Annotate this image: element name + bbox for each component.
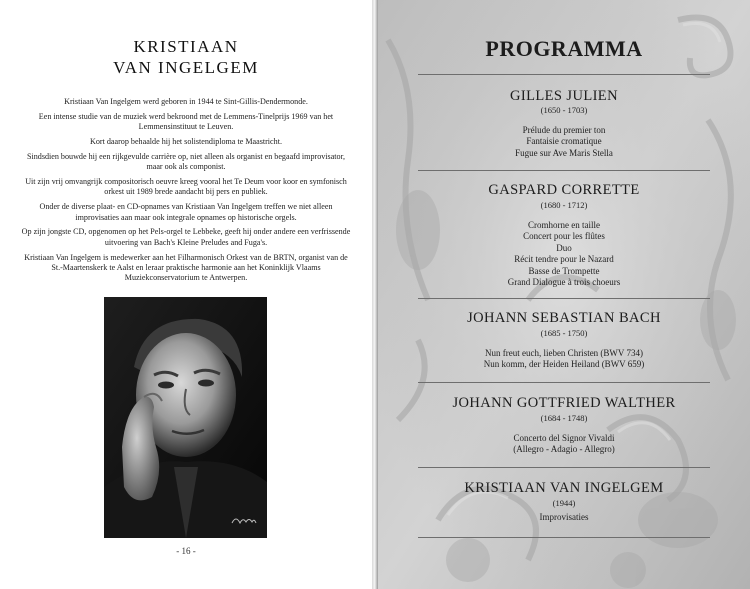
work-title: Duo xyxy=(556,242,572,253)
composer-dates: (1684 - 1748) xyxy=(540,413,588,423)
works-list xyxy=(378,125,750,159)
work-title: Concert pour les flûtes xyxy=(523,231,605,242)
work-title: Cromhorne en taille xyxy=(528,220,600,230)
works-list xyxy=(378,220,750,288)
work-title: Nun freut euch, lieben Christen (BWV 734) xyxy=(484,348,644,358)
divider-rule xyxy=(418,537,710,538)
composer-name: GASPARD CORRETTE xyxy=(488,182,640,198)
right-page xyxy=(378,0,750,589)
divider-rule xyxy=(418,74,710,75)
divider-rule xyxy=(418,467,710,468)
work-title: Nun komm, der Heiden Heiland (BWV 659) xyxy=(483,359,645,370)
divider-rule xyxy=(418,298,710,299)
work-title: Concerto del Signor Vivaldi xyxy=(513,433,615,443)
works-list xyxy=(378,512,750,523)
work-title: Fugue sur Ave Maris Stella xyxy=(515,147,613,158)
work-title: Fantaisie cromatique xyxy=(526,136,602,147)
work-title: Récit tendre pour le Nazard xyxy=(514,254,614,265)
composer-name: JOHANN SEBASTIAN BACH xyxy=(467,310,661,326)
composer-name: JOHANN GOTTFRIED WALTHER xyxy=(452,395,676,411)
bio-paragraph: Sindsdien bouwde hij een rijkgevulde carrière op, niet alleen als organist en begaafd improvisator, maar ook als componist. xyxy=(26,151,345,172)
bio-paragraph: Onder de diverse plaat- en CD-opnames van Kristiaan Van Ingelgem treffen we niet alleen improvisaties aan maar ook integrale opnames op historische orgels. xyxy=(39,202,333,222)
portrait-illustration xyxy=(104,297,267,538)
programme-title: PROGRAMMA xyxy=(485,36,643,61)
bio-title-line1: KRISTIAAN xyxy=(133,37,239,56)
bio-paragraph: Uit zijn vrij omvangrijk compositorisch oeuvre kreeg vooral het Te Deum voor koor en symfonisch orkest uit 1989 brede aandacht bij pers en publiek. xyxy=(25,177,347,197)
bio-paragraph: Kristiaan Van Ingelgem werd geboren in 1944 te Sint-Gillis-Dendermonde. xyxy=(64,97,308,106)
divider-rule xyxy=(418,382,710,383)
bio-text xyxy=(18,97,354,288)
work-title: Grand Dialogue à trois choeurs xyxy=(507,277,621,288)
bio-paragraph: Kort daarop behaalde hij het solistendiploma te Maastricht. xyxy=(90,137,282,146)
bio-paragraph: Kristiaan Van Ingelgem is medewerker aan het Filharmonisch Orkest van de BRTN, organist van de St.-Maartenskerk te Aalst en leraar praktische harmonie aan het Koninklijk Vlaams Muziekconservatorium te Antwerpen. xyxy=(24,252,348,283)
composer-dates: (1685 - 1750) xyxy=(540,328,588,338)
work-title: Improvisaties xyxy=(539,512,589,522)
work-title: Basse de Trompette xyxy=(528,265,600,276)
page-number: - 16 - xyxy=(176,546,196,556)
works-list xyxy=(378,348,750,371)
works-list xyxy=(378,433,750,456)
bio-paragraph: Op zijn jongste CD, opgenomen op het Pels-orgel te Lebbeke, geeft hij onder andere een verfrissende uitvoering van Bach's Kleine Preludes and Fuga's. xyxy=(21,227,351,247)
work-title: Prélude du premier ton xyxy=(522,125,606,135)
composer-name: GILLES JULIEN xyxy=(510,88,618,104)
bio-title-line2: VAN INGELGEM xyxy=(113,58,259,77)
composer-dates: (1944) xyxy=(552,498,576,508)
composer-name: KRISTIAAN VAN INGELGEM xyxy=(464,480,664,496)
bio-paragraph: Een intense studie van de muziek werd bekroond met de Lemmens-Tinelprijs 1969 van het Lemmensinstituut te Leuven. xyxy=(38,111,334,132)
composer-dates: (1650 - 1703) xyxy=(540,105,588,115)
left-page xyxy=(0,0,372,589)
work-title: (Allegro - Adagio - Allegro) xyxy=(513,444,615,455)
portrait-photo xyxy=(104,297,267,538)
divider-rule xyxy=(418,170,710,171)
composer-dates: (1680 - 1712) xyxy=(540,200,588,210)
